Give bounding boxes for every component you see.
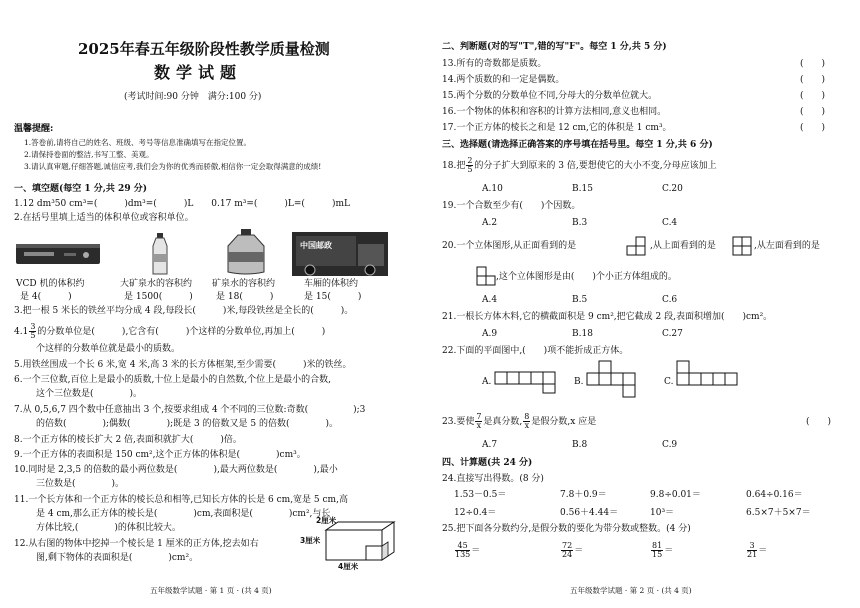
q4-fraction: $\frac{3}{5}$ [30,322,36,340]
section-2-heading: 二、判断题(对的写"T",错的写"F"。每空 1 分,共 5 分) [442,42,667,52]
tip-3: 3.请认真审题,仔细答题,诚信应考,我们会为你的优秀而骄傲,相信你一定会取得满意的成绩! [24,162,322,171]
left-view-figure [476,266,498,288]
box-label-top: 2厘米 [316,516,337,525]
question-24: 24.直接写出得数。(8 分) [442,474,544,484]
question-22: 22.下面的平面图中,( )项不能折成正方体。 [442,346,629,356]
exam-title: 2025年春五年级阶段性教学质量检测 [78,40,330,58]
q20-option-b: B.5 [572,295,588,305]
q2-item-2-value: 是 1500( ) [124,292,193,302]
question-20-part-c: ,从左面看到的是 [754,241,820,251]
question-15: 15.两个分数的分数单位不同,分母大的分数单位就大。 [442,91,658,101]
reduce-fraction-1: $\frac{45}{135}$ ＝ [455,541,481,559]
q22-option-c: C. [664,377,674,387]
subject-title: 数学试题 [154,63,243,82]
question-25: 25.把下面各分数约分,是假分数的要化为带分数或整数。(4 分) [442,524,691,534]
judge-paren-16: ( ) [800,107,826,117]
q2-item-4-label: 车厢的体积约 [304,279,359,289]
question-23: 23.要使 $\frac{7}{x}$ 是真分数, $\frac{8}{x}$ 是假分数,x 应是 [442,412,597,430]
q20-option-a: A.4 [482,295,498,305]
question-7-cont: 的倍数( );偶数( );既是 3 的倍数又是 5 的倍数( )。 [36,419,339,429]
q23-answer-paren: ( ) [806,417,832,427]
question-19: 19.一个合数至少有( )个因数。 [442,201,581,211]
postal-truck-image [292,232,388,276]
question-6-cont: 这个三位数是( )。 [36,389,143,399]
reduce-fraction-4: $\frac{3}{21}$ ＝ [747,541,768,559]
q18-fraction: $\frac{2}{5}$ [467,156,473,174]
question-14: 14.两个质数的和一定是偶数。 [442,75,565,85]
question-8: 8.一个正方体的棱长扩大 2 倍,表面积就扩大( )倍。 [14,435,242,445]
q21-option-c: C.27 [662,329,683,339]
question-21: 21.一根长方体木料,它的横截面积是 9 cm²,把它截成 2 段,表面积增加( )cm²。 [442,312,773,322]
q19-option-a: A.2 [482,218,498,228]
water-bottle-image [148,232,172,276]
question-1: 1.12 dm³50 cm³=( )dm³=( )L 0.17 m³=( )L=( )mL [14,199,350,209]
q22-option-b: B. [574,377,584,387]
section-3-heading: 三、选择题(请选择正确答案的序号填在括号里。每空 1 分,共 6 分) [442,140,713,150]
q19-option-b: B.3 [572,218,588,228]
calc-2-2: 0.56＋4.44＝ [560,508,619,518]
question-20-part-b: ,从上面看到的是 [650,241,716,251]
q21-option-b: B.18 [572,329,593,339]
tip-2: 2.请保持卷面的整洁,书写工整、美观。 [24,150,154,159]
q18-option-a: A.10 [482,184,503,194]
section-1-heading: 一、填空题(每空 1 分,共 29 分) [14,184,147,194]
section-4-heading: 四、计算题(共 24 分) [442,458,533,468]
q2-item-1-label: VCD 机的体积约 [16,279,85,289]
q22-option-a: A. [482,377,492,387]
q22-net-b [586,360,650,400]
question-16: 16.一个物体的体积和容积的计算方法相同,意义也相同。 [442,107,667,117]
q18-option-b: B.15 [572,184,593,194]
question-20-part-a: 20.一个立体图形,从正面看到的是 [442,241,577,251]
calc-2-1: 12÷0.4＝ [454,508,497,518]
q2-item-3-label: 矿泉水的容积约 [212,279,276,289]
box-label-bottom: 4厘米 [338,562,359,571]
question-4 [14,322,325,342]
question-17: 17.一个正方体的棱长之和是 12 cm,它的体积是 1 cm³。 [442,123,672,133]
question-18: 18.把 $\frac{2}{5}$ 的分子扩大到原来的 3 倍,要想使它的大小不变,分母应该加上 [442,156,717,174]
right-page [430,0,860,608]
question-6: 6.一个三位数,百位上是最小的质数,十位上是最小的自然数,个位上是最小的合数, [14,375,332,385]
calc-1-1: 1.53－0.5＝ [454,490,507,500]
q20-option-c: C.6 [662,295,678,305]
judge-paren-14: ( ) [800,75,826,85]
q2-item-4-value: 是 15( ) [304,292,362,302]
question-11-cont2: 方体比较,( )的体积比较大。 [36,523,181,533]
judge-paren-13: ( ) [800,59,826,69]
q2-item-2-label: 大矿泉水的容积约 [120,279,193,289]
q23-option-a: A.7 [482,440,498,450]
page-2-footer: 五年级数学试题 · 第 2 页 · (共 4 页) [570,586,692,595]
tip-1: 1.答卷前,请将自己的姓名、班级、考号等信息准确填写在指定位置。 [24,138,252,147]
q23-fraction-2: $\frac{8}{x}$ [524,412,530,430]
question-20-part-d: ,这个立体图形是由( )个小正方体组成的。 [496,272,677,282]
question-5: 5.用铁丝围成一个长 6 米,宽 4 米,高 3 米的长方体框架,至少需要( )米的铁丝。 [14,360,352,370]
top-view-figure [732,236,754,258]
q22-net-c [676,360,740,400]
vcd-player-image [14,238,102,268]
question-12: 12.从右图的物体中挖掉一个棱长是 1 厘米的正方体,挖去如右 [14,539,259,549]
question-13: 13.所有的奇数都是质数。 [442,59,547,69]
calc-2-4: 6.5×7＋5×7＝ [746,508,811,518]
question-11-cont: 是 4 cm,那么正方体的棱长是( )cm,表面积是( )cm²,与长 [36,509,331,519]
question-7: 7.从 0,5,6,7 四个数中任意抽出 3 个,按要求组成 4 个不同的三位数:奇数( );3 [14,405,366,415]
calc-1-2: 7.8＋0.9＝ [560,490,607,500]
q21-option-a: A.9 [482,329,498,339]
box-label-side: 3厘米 [300,536,321,545]
question-10-cont: 三位数是( )。 [36,479,125,489]
calc-1-4: 0.64÷0.16＝ [746,490,803,500]
water-barrel-image [224,228,268,276]
question-10: 10.同时是 2,3,5 的倍数的最小两位数是( ),最大两位数是( ),最小 [14,465,338,475]
q4-text: 的分数单位是( ),它含有( )个这样的分数单位,再加上( ) [37,327,326,337]
reduce-fraction-2: $\frac{72}{24}$ ＝ [562,541,584,559]
q19-option-c: C.4 [662,218,678,228]
q4-prefix: 4.1 [14,327,29,337]
q2-item-3-value: 是 18( ) [216,292,274,302]
reduce-fraction-3: $\frac{81}{15}$ ＝ [652,541,674,559]
q18-option-c: C.20 [662,184,683,194]
calc-2-3: 10³＝ [650,508,675,518]
page-1-footer: 五年级数学试题 · 第 1 页 · (共 4 页) [150,586,272,595]
q23-fraction-1: $\frac{7}{x}$ [476,412,482,430]
judge-paren-17: ( ) [800,123,826,133]
calc-1-3: 9.8÷0.01＝ [650,490,701,500]
tips-title: 温馨提醒: [14,124,54,134]
question-4-cont: 个这样的分数单位就是最小的质数。 [36,344,181,354]
q22-net-a [494,362,568,394]
truck-text: 中国邮政 [300,241,332,250]
question-2: 2.在括号里填上适当的体积单位或容积单位。 [14,213,194,223]
q2-item-1-value: 是 4( ) [20,292,72,302]
q23-option-b: B.8 [572,440,588,450]
question-9: 9.一个正方体的表面积是 150 cm²,这个正方体的体积是( )cm³。 [14,450,306,460]
q23-option-c: C.9 [662,440,678,450]
question-12-cont: 图,剩下物体的表面积是( )cm²。 [36,553,199,563]
question-11: 11.一个长方体和一个正方体的棱长总和相等,已知长方体的长是 6 cm,宽是 5 cm,高 [14,495,348,505]
exam-info: (考试时间:90 分钟 满分:100 分) [124,92,262,102]
question-3: 3.把一根 5 米长的铁丝平均分成 4 段,每段长( )米,每段铁丝是全长的( )。 [14,306,354,316]
judge-paren-15: ( ) [800,91,826,101]
